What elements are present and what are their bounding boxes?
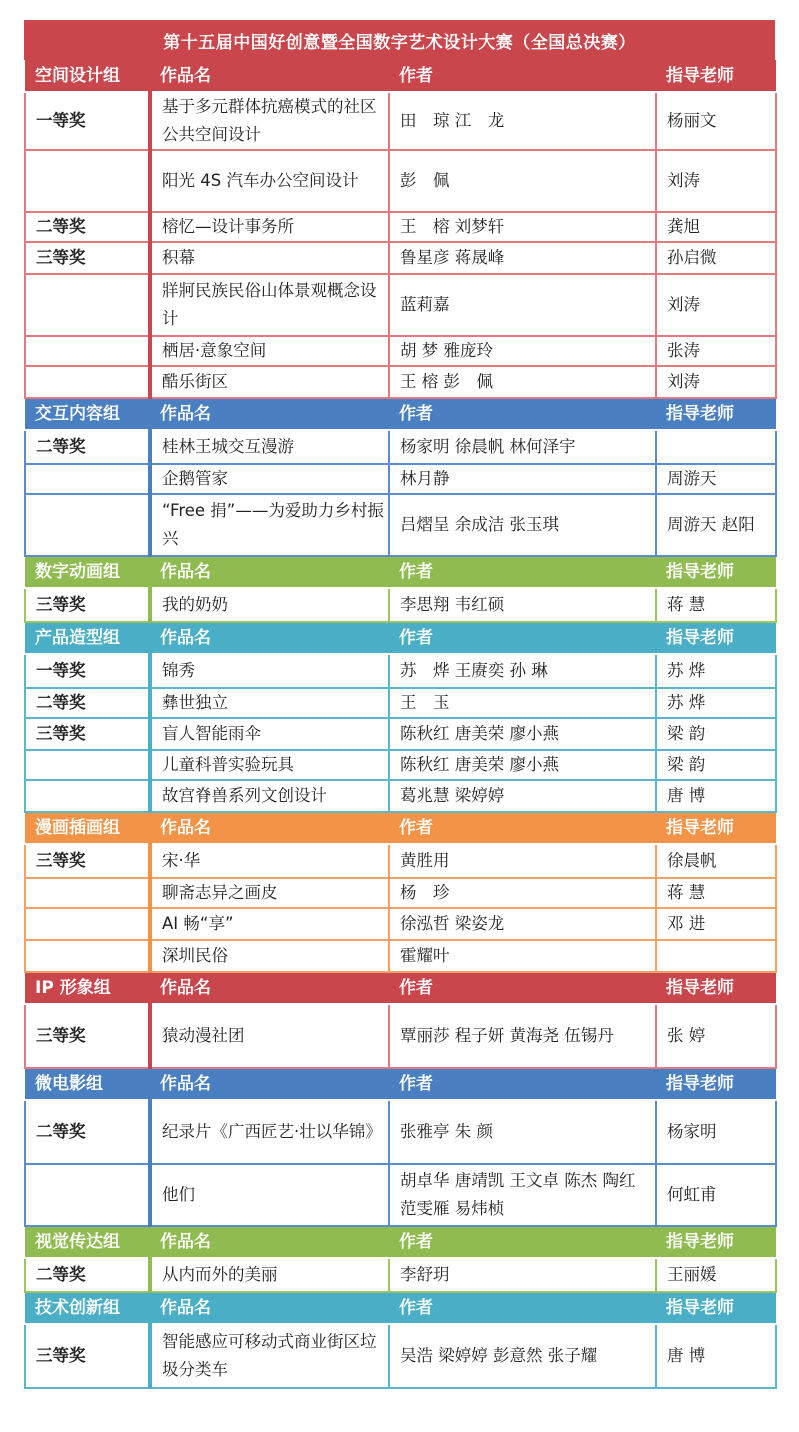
table-row <box>25 908 776 940</box>
teacher-cell: 苏 烨 <box>656 654 776 688</box>
award-cell: 二等奖 <box>25 212 150 242</box>
group-name: 数字动画组 <box>25 556 150 588</box>
award-cell: 二等奖 <box>25 688 150 718</box>
header-work: 作品名 <box>150 60 389 92</box>
author-cell: 彭 佩 <box>389 150 656 212</box>
teacher-cell: 蒋 慧 <box>656 878 776 908</box>
table-row <box>25 780 776 812</box>
header-teacher: 指导老师 <box>656 1292 776 1324</box>
teacher-cell: 邓 进 <box>656 908 776 940</box>
header-teacher: 指导老师 <box>656 1068 776 1100</box>
award-cell: 一等奖 <box>25 92 150 150</box>
author-cell: 葛兆慧 梁婷婷 <box>389 780 656 812</box>
group-header-row <box>25 972 776 1004</box>
table-row <box>25 718 776 750</box>
work-name-cell: 锦秀 <box>150 654 389 688</box>
award-cell <box>25 878 150 908</box>
work-name-cell: 阳光 4S 汽车办公空间设计 <box>150 150 389 212</box>
author-cell: 林月静 <box>389 464 656 494</box>
table-row <box>25 212 776 242</box>
work-name-cell: 深圳民俗 <box>150 940 389 972</box>
work-name-cell: 他们 <box>150 1164 389 1226</box>
author-cell: 胡 梦 雅庞玲 <box>389 336 656 366</box>
group-name: 交互内容组 <box>25 398 150 430</box>
teacher-cell: 蒋 慧 <box>656 588 776 622</box>
author-cell: 胡卓华 唐靖凯 王文卓 陈杰 陶红 范雯雁 易炜桢 <box>389 1164 656 1226</box>
work-name-cell: 榕忆—设计事务所 <box>150 212 389 242</box>
award-cell: 三等奖 <box>25 1004 150 1068</box>
group-header-row <box>25 812 776 844</box>
work-name-cell: 基于多元群体抗癌模式的社区公共空间设计 <box>150 92 389 150</box>
table-row <box>25 654 776 688</box>
work-name-cell: 盲人智能雨伞 <box>150 718 389 750</box>
teacher-cell: 周游天 赵阳 <box>656 494 776 556</box>
award-cell <box>25 750 150 780</box>
award-cell <box>25 336 150 366</box>
work-name-cell: AI 畅“享” <box>150 908 389 940</box>
header-author: 作者 <box>389 622 656 654</box>
header-work: 作品名 <box>150 398 389 430</box>
header-work: 作品名 <box>150 1068 389 1100</box>
teacher-cell: 周游天 <box>656 464 776 494</box>
header-teacher: 指导老师 <box>656 812 776 844</box>
author-cell: 李思翔 韦红硕 <box>389 588 656 622</box>
work-name-cell: 宋·华 <box>150 844 389 878</box>
teacher-cell: 刘涛 <box>656 274 776 336</box>
author-cell: 张雅亭 朱 颜 <box>389 1100 656 1164</box>
table-row <box>25 150 776 212</box>
table-row <box>25 878 776 908</box>
award-cell <box>25 940 150 972</box>
author-cell: 王 榕 刘梦轩 <box>389 212 656 242</box>
group-header-row <box>25 556 776 588</box>
table-row <box>25 366 776 398</box>
award-cell <box>25 1164 150 1226</box>
teacher-cell <box>656 940 776 972</box>
group-header-row <box>25 398 776 430</box>
author-cell: 杨 珍 <box>389 878 656 908</box>
table-row <box>25 1258 776 1292</box>
award-cell: 三等奖 <box>25 242 150 274</box>
award-cell: 二等奖 <box>25 1100 150 1164</box>
table-row <box>25 242 776 274</box>
author-cell: 霍耀叶 <box>389 940 656 972</box>
header-work: 作品名 <box>150 1226 389 1258</box>
header-work: 作品名 <box>150 972 389 1004</box>
group-header-row <box>25 622 776 654</box>
header-teacher: 指导老师 <box>656 398 776 430</box>
teacher-cell: 梁 韵 <box>656 718 776 750</box>
teacher-cell: 杨家明 <box>656 1100 776 1164</box>
teacher-cell: 张涛 <box>656 336 776 366</box>
award-cell <box>25 150 150 212</box>
award-cell <box>25 274 150 336</box>
header-teacher: 指导老师 <box>656 972 776 1004</box>
header-teacher: 指导老师 <box>656 556 776 588</box>
teacher-cell: 孙启微 <box>656 242 776 274</box>
work-name-cell: “Free 捐”——为爱助力乡村振兴 <box>150 494 389 556</box>
table-row <box>25 92 776 150</box>
author-cell: 李舒玥 <box>389 1258 656 1292</box>
header-work: 作品名 <box>150 622 389 654</box>
group-header-row <box>25 1226 776 1258</box>
work-name-cell: 儿童科普实验玩具 <box>150 750 389 780</box>
award-cell: 二等奖 <box>25 430 150 464</box>
author-cell: 王 玉 <box>389 688 656 718</box>
award-cell: 三等奖 <box>25 844 150 878</box>
award-cell <box>25 366 150 398</box>
table-row <box>25 274 776 336</box>
table-row <box>25 1100 776 1164</box>
teacher-cell: 唐 博 <box>656 780 776 812</box>
teacher-cell: 杨丽文 <box>656 92 776 150</box>
header-author: 作者 <box>389 1068 656 1100</box>
header-work: 作品名 <box>150 556 389 588</box>
teacher-cell: 苏 烨 <box>656 688 776 718</box>
results-table <box>24 60 777 1389</box>
teacher-cell: 王丽媛 <box>656 1258 776 1292</box>
header-author: 作者 <box>389 556 656 588</box>
author-cell: 陈秋红 唐美荣 廖小燕 <box>389 718 656 750</box>
table-row <box>25 1324 776 1388</box>
table-row <box>25 688 776 718</box>
header-author: 作者 <box>389 1226 656 1258</box>
teacher-cell: 何虹甫 <box>656 1164 776 1226</box>
work-name-cell: 聊斋志异之画皮 <box>150 878 389 908</box>
header-author: 作者 <box>389 1292 656 1324</box>
group-name: 漫画插画组 <box>25 812 150 844</box>
award-cell <box>25 464 150 494</box>
teacher-cell: 刘涛 <box>656 366 776 398</box>
header-teacher: 指导老师 <box>656 60 776 92</box>
table-row <box>25 1164 776 1226</box>
table-row <box>25 464 776 494</box>
work-name-cell: 彝世独立 <box>150 688 389 718</box>
work-name-cell: 我的奶奶 <box>150 588 389 622</box>
work-name-cell: 猿动漫社团 <box>150 1004 389 1068</box>
header-teacher: 指导老师 <box>656 1226 776 1258</box>
author-cell: 鲁星彦 蒋晟峰 <box>389 242 656 274</box>
award-cell <box>25 494 150 556</box>
teacher-cell: 唐 博 <box>656 1324 776 1388</box>
award-cell: 三等奖 <box>25 1324 150 1388</box>
work-name-cell: 牂牁民族民俗山体景观概念设计 <box>150 274 389 336</box>
group-name: 视觉传达组 <box>25 1226 150 1258</box>
teacher-cell: 刘涛 <box>656 150 776 212</box>
results-table-body <box>25 60 776 1388</box>
work-name-cell: 纪录片《广西匠艺·壮以华锦》 <box>150 1100 389 1164</box>
award-cell: 一等奖 <box>25 654 150 688</box>
header-author: 作者 <box>389 812 656 844</box>
teacher-cell: 张 婷 <box>656 1004 776 1068</box>
work-name-cell: 从内而外的美丽 <box>150 1258 389 1292</box>
table-row <box>25 588 776 622</box>
table-row <box>25 1004 776 1068</box>
work-name-cell: 桂林王城交互漫游 <box>150 430 389 464</box>
group-header-row <box>25 1068 776 1100</box>
table-row <box>25 750 776 780</box>
group-header-row <box>25 60 776 92</box>
table-row <box>25 336 776 366</box>
author-cell: 田 琼 江 龙 <box>389 92 656 150</box>
author-cell: 苏 烨 王赓奕 孙 琳 <box>389 654 656 688</box>
author-cell: 徐泓哲 梁姿龙 <box>389 908 656 940</box>
header-work: 作品名 <box>150 1292 389 1324</box>
teacher-cell: 龚旭 <box>656 212 776 242</box>
group-name: 产品造型组 <box>25 622 150 654</box>
work-name-cell: 积幕 <box>150 242 389 274</box>
award-cell: 三等奖 <box>25 718 150 750</box>
teacher-cell <box>656 430 776 464</box>
work-name-cell: 智能感应可移动式商业街区垃圾分类车 <box>150 1324 389 1388</box>
author-cell: 杨家明 徐晨帆 林何泽宇 <box>389 430 656 464</box>
author-cell: 蓝莉嘉 <box>389 274 656 336</box>
group-header-row <box>25 1292 776 1324</box>
group-name: 空间设计组 <box>25 60 150 92</box>
header-work: 作品名 <box>150 812 389 844</box>
group-name: 微电影组 <box>25 1068 150 1100</box>
award-cell <box>25 780 150 812</box>
award-cell: 三等奖 <box>25 588 150 622</box>
table-row <box>25 940 776 972</box>
author-cell: 王 榕 彭 佩 <box>389 366 656 398</box>
author-cell: 陈秋红 唐美荣 廖小燕 <box>389 750 656 780</box>
author-cell: 吴浩 梁婷婷 彭意然 张子耀 <box>389 1324 656 1388</box>
work-name-cell: 栖居·意象空间 <box>150 336 389 366</box>
teacher-cell: 徐晨帆 <box>656 844 776 878</box>
header-author: 作者 <box>389 398 656 430</box>
table-row <box>25 844 776 878</box>
results-sheet <box>24 20 775 1389</box>
work-name-cell: 企鹅管家 <box>150 464 389 494</box>
group-name: IP 形象组 <box>25 972 150 1004</box>
author-cell: 覃丽莎 程子妍 黄海尧 伍锡丹 <box>389 1004 656 1068</box>
table-row <box>25 430 776 464</box>
table-row <box>25 494 776 556</box>
page-title: 第十五届中国好创意暨全国数字艺术设计大赛（全国总决赛） <box>24 20 775 60</box>
author-cell: 吕熠呈 余成洁 张玉琪 <box>389 494 656 556</box>
header-author: 作者 <box>389 60 656 92</box>
work-name-cell: 故宫脊兽系列文创设计 <box>150 780 389 812</box>
award-cell: 二等奖 <box>25 1258 150 1292</box>
group-name: 技术创新组 <box>25 1292 150 1324</box>
work-name-cell: 酷乐街区 <box>150 366 389 398</box>
teacher-cell: 梁 韵 <box>656 750 776 780</box>
header-author: 作者 <box>389 972 656 1004</box>
header-teacher: 指导老师 <box>656 622 776 654</box>
author-cell: 黄胜用 <box>389 844 656 878</box>
award-cell <box>25 908 150 940</box>
